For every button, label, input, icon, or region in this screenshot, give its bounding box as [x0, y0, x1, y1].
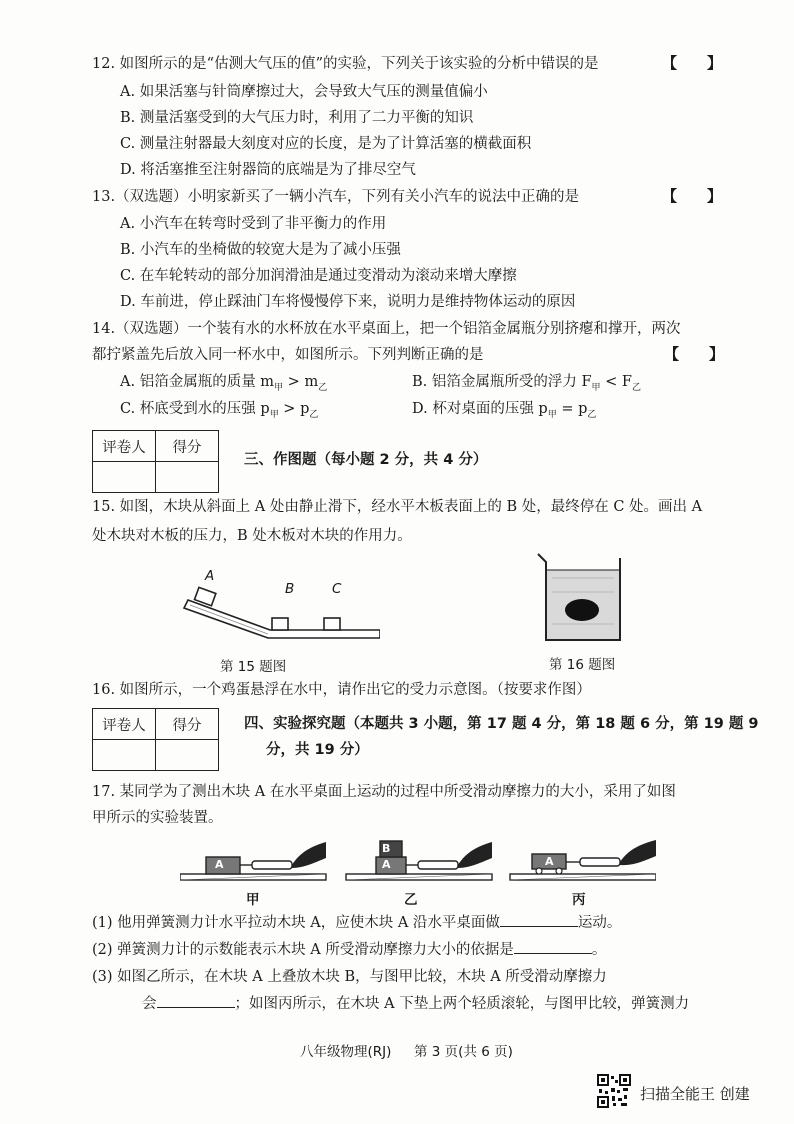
q12-stem: 12. 如图所示的是“估测大气压的值”的实验，下列关于该实验的分析中错误的是	[92, 56, 599, 72]
q13-option-d: D. 车前进，停止踩油门车将慢慢停下来，说明力是维持物体运动的原因	[120, 294, 576, 310]
setup-yi	[346, 841, 492, 880]
block-a-letter-jia: A	[215, 858, 224, 871]
hand-yi	[458, 842, 492, 868]
spring-scale-jia	[252, 861, 292, 869]
roller-right	[556, 868, 562, 874]
score-cell[interactable]	[156, 740, 219, 771]
answer-blank-1[interactable]	[500, 926, 578, 927]
beaker-figure	[532, 548, 632, 648]
q12-option-c: C. 测量注射器最大刻度对应的长度，是为了计算活塞的横截面积	[120, 136, 532, 152]
q15-line1: 15. 如图，木块从斜面上 A 处由静止滑下，经水平木板表面上的 B 处，最终停在 C 处。画出 A	[92, 499, 703, 515]
block-c-shape	[324, 618, 340, 630]
setup-bing	[510, 840, 656, 880]
q14-option-b: B. 铝箔金属瓶所受的浮力 $F_甲 < F_乙$	[412, 374, 642, 393]
fig15-caption: 第 15 题图	[220, 659, 287, 675]
q14-stem-line2: 都拧紧盖先后放入同一杯水中，如图所示。下列判断正确的是	[92, 347, 484, 363]
spring-scale-bing	[580, 858, 620, 866]
hand-jia	[292, 842, 326, 868]
qr-code-icon	[597, 1074, 631, 1108]
q13-option-c: C. 在车轮转动的部分加润滑油是通过变滑动为滚动来增大摩擦	[120, 268, 517, 284]
q17-sub2: (2) 弹簧测力计的示数能表示木块 A 所受滑动摩擦力大小的依据是 。	[92, 942, 607, 958]
q17-sub3-line2: 会 ；如图丙所示，在木块 A 下垫上两个轻质滚轮，与图甲比较，弹簧测力	[142, 996, 690, 1012]
label-a: A	[205, 568, 215, 584]
egg-shape	[565, 599, 599, 621]
score-cell[interactable]	[156, 462, 219, 493]
reviewer-header: 评卷人	[93, 709, 156, 740]
friction-setups-figure	[180, 832, 656, 888]
score-header: 得分	[156, 709, 219, 740]
footer-subject: 八年级物理(RJ)	[300, 1044, 392, 1060]
label-b: B	[285, 581, 295, 597]
block-a-letter-yi: A	[382, 858, 391, 871]
caption-bing: 丙	[572, 892, 586, 908]
q16-text: 16. 如图所示，一个鸡蛋悬浮在水中，请作出它的受力示意图。（按要求作图）	[92, 682, 591, 698]
section4-title-line1: 四、实验探究题（本题共 3 小题，第 17 题 4 分，第 18 题 6 分，第 19 题 9	[244, 716, 759, 732]
q17-sub3-line1: (3) 如图乙所示，在木块 A 上叠放木块 B，与图甲比较，木块 A 所受滑动摩擦力	[92, 969, 607, 985]
caption-jia: 甲	[246, 892, 260, 908]
block-b-letter-yi: B	[382, 842, 391, 855]
score-header: 得分	[156, 431, 219, 462]
label-c: C	[332, 581, 342, 597]
q12-option-a: A. 如果活塞与针筒摩擦过大，会导致大气压的测量值偏小	[120, 84, 488, 100]
score-table-section3	[92, 430, 219, 493]
q14-option-a: A. 铝箔金属瓶的质量 $m_甲 > m_乙$	[120, 374, 328, 393]
setup-jia	[180, 842, 326, 880]
q13-option-a: A. 小汽车在转弯时受到了非平衡力的作用	[120, 216, 387, 232]
q14-stem-line1: 14.（双选题）一个装有水的水杯放在水平桌面上，把一个铝箔金属瓶分别挤瘪和撑开，两次	[92, 321, 681, 337]
reviewer-cell[interactable]	[93, 740, 156, 771]
roller-left	[536, 868, 542, 874]
block-a-letter-bing: A	[545, 855, 554, 868]
block-b-shape	[272, 618, 288, 630]
q12-option-b: B. 测量活塞受到的大气压力时，利用了二力平衡的知识	[120, 110, 474, 126]
hand-bing	[620, 840, 656, 865]
q17-line1: 17. 某同学为了测出木块 A 在水平桌面上运动的过程中所受滑动摩擦力的大小，采用了如图	[92, 784, 676, 800]
spring-scale-yi	[418, 861, 458, 869]
q12-option-d: D. 将活塞推至注射器筒的底端是为了排尽空气	[120, 162, 416, 178]
q14-option-c: C. 杯底受到水的压强 $p_甲 > p_乙$	[120, 401, 319, 420]
q12-answer-bracket: 【 】	[662, 54, 723, 72]
q13-answer-bracket: 【 】	[662, 187, 723, 205]
footer-page-number: 第 3 页(共 6 页)	[414, 1044, 513, 1060]
q15-line2: 处木块对木板的压力，B 处木板对木块的作用力。	[92, 528, 412, 544]
answer-blank-2[interactable]	[514, 953, 592, 954]
section3-title: 三、作图题（每小题 2 分，共 4 分）	[244, 452, 488, 468]
section4-title-line2: 分，共 19 分）	[266, 742, 369, 758]
q13-option-b: B. 小汽车的坐椅做的较宽大是为了减小压强	[120, 242, 401, 258]
q13-stem: 13.（双选题）小明家新买了一辆小汽车，下列有关小汽车的说法中正确的是	[92, 189, 580, 205]
reviewer-cell[interactable]	[93, 462, 156, 493]
fig16-caption: 第 16 题图	[549, 657, 616, 673]
q14-option-d: D. 杯对桌面的压强 $p_甲 = p_乙$	[412, 401, 597, 420]
scanner-watermark: 扫描全能王 创建	[640, 1085, 750, 1103]
q17-line2: 甲所示的实验装置。	[92, 810, 223, 826]
q14-answer-bracket: 【 】	[664, 345, 725, 363]
q17-sub1: (1) 他用弹簧测力计水平拉动木块 A，应使木块 A 沿水平桌面做 运动。	[92, 915, 622, 931]
score-table-section4	[92, 708, 219, 771]
reviewer-header: 评卷人	[93, 431, 156, 462]
caption-yi: 乙	[404, 892, 418, 908]
block-a-yi	[376, 857, 406, 874]
answer-blank-3[interactable]	[157, 1007, 235, 1008]
